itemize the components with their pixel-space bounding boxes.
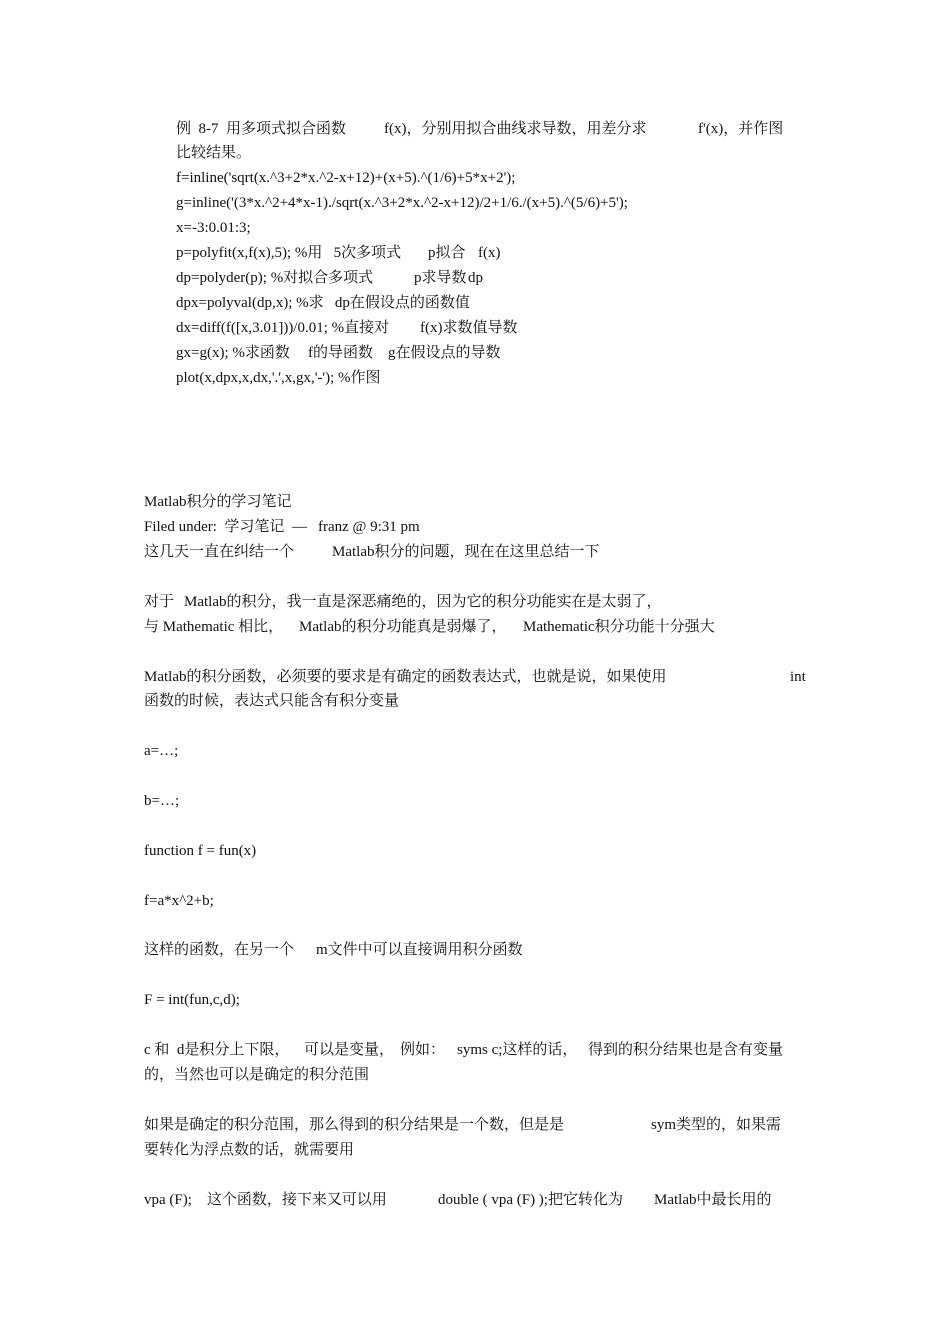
- text-line-6-seg-0: dp=polyder(p); %对拟合多项式: [176, 270, 374, 286]
- text-line-12-seg-1: —: [292, 519, 307, 535]
- text-line-15-seg-2: Mathematic积分功能十分强大: [523, 619, 715, 635]
- text-line-5-seg-2: f(x): [478, 245, 501, 261]
- text-line-21-seg-0: f=a*x^2+b;: [144, 893, 214, 909]
- text-line-5-seg-0: p=polyfit(x,f(x),5); %用 5次多项式: [176, 245, 402, 261]
- text-line-2-seg-0: f=inline('sqrt(x.^3+2*x.^2-x+12)+(x+5).^(1/6)+5*x+2');: [176, 170, 516, 186]
- text-line-27-seg-0: 要转化为浮点数的话，就需要用: [144, 1142, 355, 1158]
- text-line-14-seg-1: Matlab的积分，我一直是深恶痛绝的，因为它的积分功能实在是太弱了，: [184, 594, 662, 610]
- text-line-18-seg-0: a=…;: [144, 743, 179, 759]
- text-line-8-seg-0: dx=diff(f([x,3.01]))/0.01; %直接对: [176, 320, 390, 336]
- text-line-17-seg-0: 函数的时候，表达式只能含有积分变量: [144, 693, 400, 709]
- text-line-14-seg-0: 对于: [144, 594, 175, 610]
- text-line-4-seg-0: x=-3:0.01:3;: [176, 220, 251, 236]
- text-line-6-seg-2: dp: [468, 270, 483, 286]
- text-line-10-seg-0: plot(x,dpx,x,dx,'.',x,gx,'-'); %作图: [176, 370, 381, 386]
- text-line-19-seg-0: b=…;: [144, 793, 180, 809]
- text-line-0-seg-0: 例 8-7 用多项式拟合函数: [176, 121, 346, 137]
- text-line-26-seg-0: 如果是确定的积分范围，那么得到的积分结果是一个数，但是是: [144, 1117, 565, 1133]
- text-line-9-seg-2: g在假设点的导数: [388, 345, 501, 361]
- text-line-7-seg-0: dpx=polyval(dp,x); %求 dp在假设点的函数值: [176, 295, 470, 311]
- text-line-22-seg-1: m文件中可以直接调用积分函数: [316, 942, 523, 958]
- text-line-1-seg-0: 比较结果。: [176, 145, 252, 161]
- text-line-0-seg-1: f(x)，分别用拟合曲线求导数，用差分求: [384, 121, 647, 137]
- text-line-23-seg-0: F = int(fun,c,d);: [144, 992, 240, 1008]
- text-line-24-seg-0: c 和 d是积分上下限，: [144, 1042, 290, 1058]
- text-line-26-seg-1: sym类型的，如果需: [651, 1117, 782, 1133]
- text-line-24-seg-2: 例如：: [400, 1042, 446, 1058]
- text-line-28-seg-0: vpa (F); 这个函数，接下来又可以用: [144, 1192, 387, 1208]
- text-line-24-seg-4: 得到的积分结果也是含有变量: [588, 1042, 784, 1058]
- text-line-8-seg-1: f(x)求数值导数: [420, 320, 518, 336]
- text-line-12-seg-2: franz @ 9:31 pm: [318, 519, 420, 535]
- text-line-5-seg-1: p拟合: [428, 245, 466, 261]
- text-line-15-seg-1: Matlab的积分功能真是弱爆了，: [299, 619, 507, 635]
- text-line-13-seg-1: Matlab积分的问题，现在在这里总结一下: [332, 544, 600, 560]
- text-line-28-seg-2: Matlab中最长用的: [654, 1192, 772, 1208]
- text-line-24-seg-1: 可以是变量，: [304, 1042, 395, 1058]
- text-line-22-seg-0: 这样的函数，在另一个: [144, 942, 295, 958]
- text-line-16-seg-1: int: [790, 669, 806, 685]
- text-line-28-seg-1: double ( vpa (F) );把它转化为: [438, 1192, 623, 1208]
- text-line-0-seg-2: f'(x)，并作图: [698, 121, 784, 137]
- text-line-25-seg-0: 的，当然也可以是确定的积分范围: [144, 1067, 370, 1083]
- text-line-15-seg-0: 与 Mathematic 相比，: [144, 619, 284, 635]
- text-line-9-seg-0: gx=g(x); %求函数: [176, 345, 290, 361]
- text-line-12-seg-0: Filed under: 学习笔记: [144, 519, 285, 535]
- text-line-13-seg-0: 这几天一直在纠结一个: [144, 544, 295, 560]
- text-line-9-seg-1: f的导函数: [308, 345, 373, 361]
- text-line-16-seg-0: Matlab的积分函数，必须要的要求是有确定的函数表达式，也就是说，如果使用: [144, 669, 667, 685]
- text-line-20-seg-0: function f = fun(x): [144, 843, 257, 859]
- text-line-3-seg-0: g=inline('(3*x.^2+4*x-1)./sqrt(x.^3+2*x.^2-x+12)/2+1/6./(x+5).^(5/6)+5');: [176, 195, 628, 211]
- text-line-11-seg-0: Matlab积分的学习笔记: [144, 494, 292, 510]
- text-line-6-seg-1: p求导数: [414, 270, 467, 286]
- text-line-24-seg-3: syms c;这样的话，: [457, 1042, 578, 1058]
